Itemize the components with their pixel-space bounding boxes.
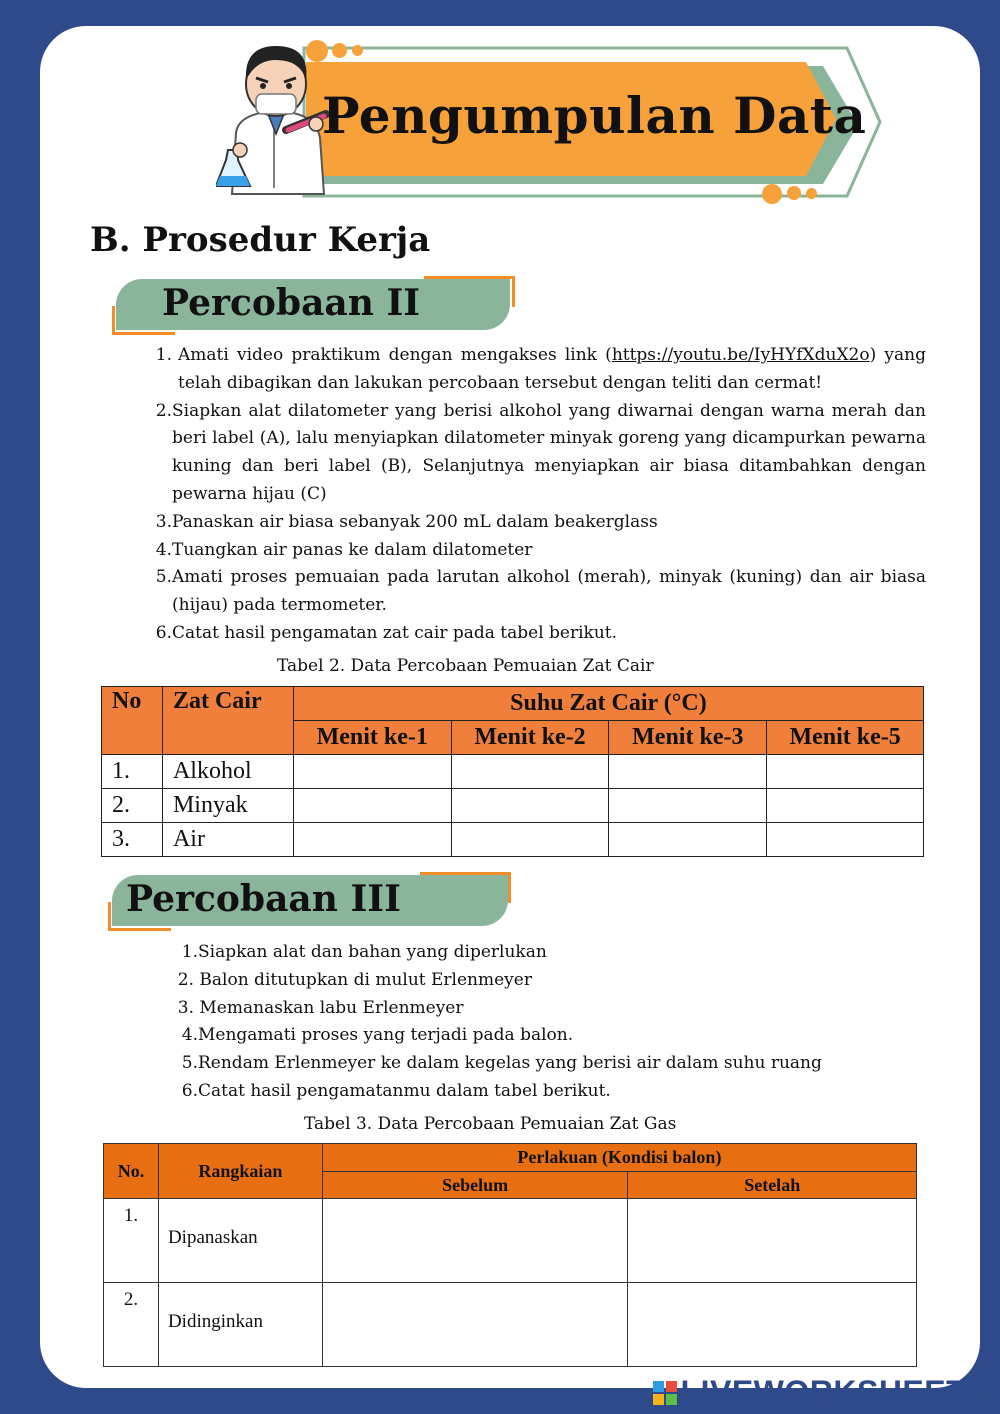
decor-dot [352, 45, 363, 56]
answer-cell[interactable] [609, 789, 767, 823]
decor-dot [806, 188, 817, 199]
list-item: 1. Amati video praktikum dengan mengakses link (https://youtu.be/IyHYfXduX2o) yang telah dibagikan dan lakukan percobaan tersebut dengan teliti dan cermat! [155, 345, 926, 393]
table-3-header-no: No. [104, 1144, 159, 1199]
answer-cell[interactable] [451, 823, 609, 857]
percobaan-2-label [112, 276, 514, 334]
list-item: 5. Rendam Erlenmeyer ke dalam kegelas yang berisi air dalam suhu ruang [181, 1053, 822, 1074]
table-3-subheader: Setelah [628, 1172, 917, 1199]
section-heading: B. Prosedur Kerja [90, 220, 431, 260]
table-3-caption: Tabel 3. Data Percobaan Pemuaian Zat Gas [304, 1114, 677, 1134]
table-3-header-rangkaian: Rangkaian [158, 1144, 322, 1199]
table-row: 2. Minyak [102, 789, 924, 823]
page-title: Pengumpulan Data [322, 86, 867, 145]
table-2-header-no: No [102, 687, 163, 755]
table-2-header-suhu: Suhu Zat Cair (°C) [293, 687, 923, 721]
answer-cell[interactable] [767, 789, 924, 823]
percobaan-2-steps [150, 342, 926, 648]
liveworksheets-logo [653, 1374, 988, 1411]
answer-cell[interactable] [451, 755, 609, 789]
list-item: 1. Siapkan alat dan bahan yang diperlukan [181, 942, 547, 962]
youtube-link[interactable]: https://youtu.be/IyHYfXduX2o [611, 345, 870, 365]
decor-dot [787, 186, 801, 200]
percobaan-3-steps [172, 939, 892, 1106]
table-row: 3. Air [102, 823, 924, 857]
list-item: 2. Balon ditutupkan di mulut Erlenmeyer [177, 969, 532, 990]
answer-cell[interactable] [767, 823, 924, 857]
list-item: 2. Siapkan alat dilatometer yang berisi alkohol yang diwarnai dengan warna merah dan beri label (A), lalu menyiapkan dilatometer minyak goreng yang dicampurkan pewarna kuning dan beri label (B), Selanjutnya menyiapkan air biasa ditambahkan dengan pewarna hijau (C) [155, 400, 926, 504]
scientist-illustration-icon [216, 38, 336, 196]
liveworksheets-logo-icon [653, 1381, 677, 1405]
table-3 [103, 1143, 917, 1367]
table-row: 1. Dipanaskan [104, 1199, 917, 1283]
table-2-caption: Tabel 2. Data Percobaan Pemuaian Zat Cair [277, 656, 654, 676]
answer-cell[interactable] [322, 1199, 628, 1283]
watermark-text: LIVEWORKSHEETS [680, 1374, 988, 1410]
answer-cell[interactable] [293, 755, 451, 789]
percobaan-2-title: Percobaan II [162, 282, 421, 324]
list-item: 6. Catat hasil pengamatanmu dalam tabel berikut. [181, 1080, 611, 1101]
answer-cell[interactable] [451, 789, 609, 823]
table-2-subheader: Menit ke-3 [609, 721, 767, 755]
table-3-header-perlakuan: Perlakuan (Kondisi balon) [322, 1144, 916, 1172]
percobaan-3-title: Percobaan III [126, 878, 401, 920]
list-item: 4. Mengamati proses yang terjadi pada balon. [181, 1025, 574, 1046]
table-2-subheader: Menit ke-5 [767, 721, 924, 755]
answer-cell[interactable] [767, 755, 924, 789]
answer-cell[interactable] [609, 755, 767, 789]
table-3-subheader: Sebelum [322, 1172, 628, 1199]
list-item: 5. Amati proses pemuaian pada larutan alkohol (merah), minyak (kuning) dan air biasa (hijau) pada termometer. [155, 567, 926, 616]
table-2-header-zat: Zat Cair [162, 687, 293, 755]
answer-cell[interactable] [322, 1283, 628, 1367]
table-row: 2. Didinginkan [104, 1283, 917, 1367]
table-2-subheader: Menit ke-2 [451, 721, 609, 755]
answer-cell[interactable] [293, 789, 451, 823]
answer-cell[interactable] [628, 1199, 917, 1283]
answer-cell[interactable] [609, 823, 767, 857]
list-item: 6. Catat hasil pengamatan zat cair pada tabel berikut. [155, 622, 618, 643]
table-2-subheader: Menit ke-1 [293, 721, 451, 755]
decor-dot [762, 184, 782, 204]
list-item: 3. Memanaskan labu Erlenmeyer [177, 997, 464, 1018]
table-2 [101, 686, 924, 857]
answer-cell[interactable] [293, 823, 451, 857]
table-row: 1. Alkohol [102, 755, 924, 789]
list-item: 4. Tuangkan air panas ke dalam dilatometer [155, 539, 533, 560]
percobaan-3-label [108, 872, 512, 930]
list-item: 3. Panaskan air biasa sebanyak 200 mL dalam beakerglass [155, 511, 658, 532]
answer-cell[interactable] [628, 1283, 917, 1367]
